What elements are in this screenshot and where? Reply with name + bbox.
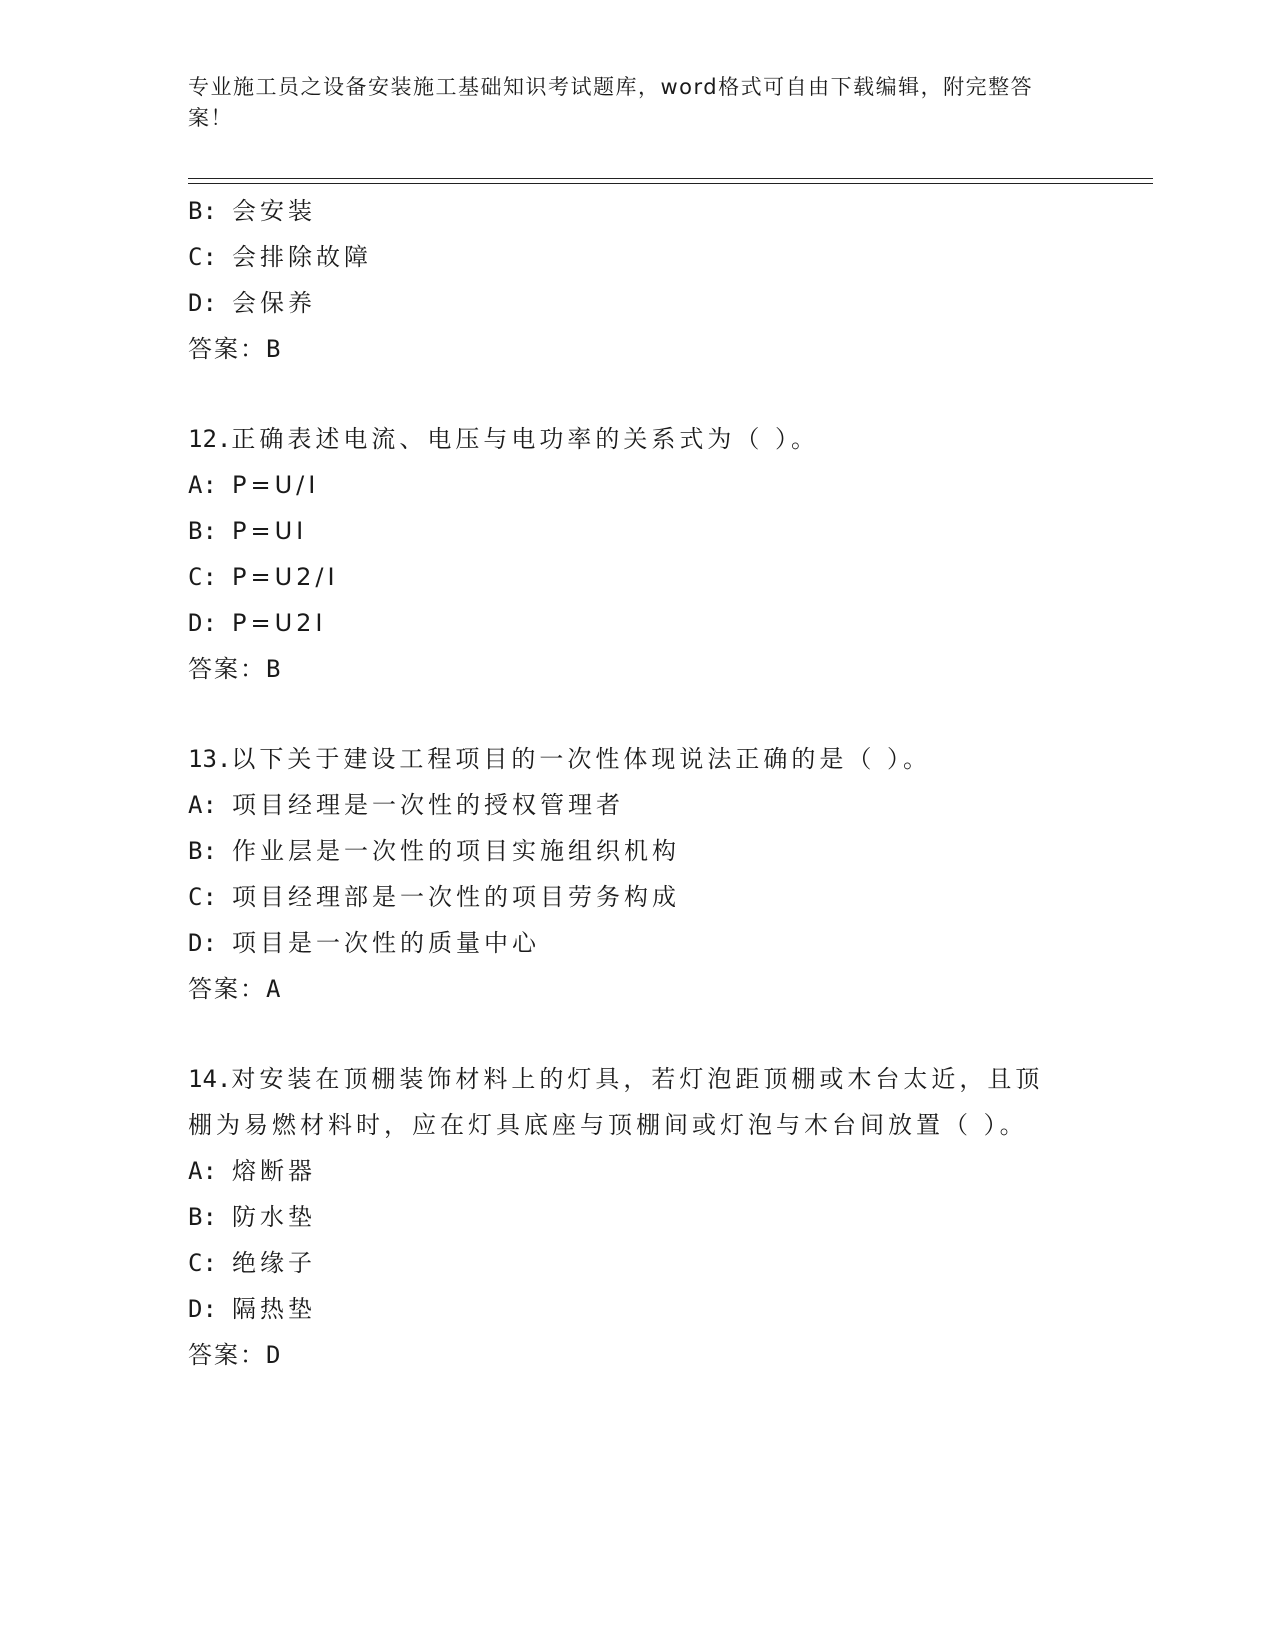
option-line: A: P=U/I: [188, 471, 320, 499]
option-line: B: 作业层是一次性的项目实施组织机构: [188, 837, 680, 865]
option-line: A: 熔断器: [188, 1157, 316, 1185]
option-line: A: 项目经理是一次性的授权管理者: [188, 791, 624, 819]
answer-line: 答案：B: [188, 335, 281, 363]
option-line: C: 项目经理部是一次性的项目劳务构成: [188, 883, 680, 911]
answer-line: 答案：D: [188, 1341, 281, 1369]
option-line: D: 会保养: [188, 289, 316, 317]
question-stem: 13.以下关于建设工程项目的一次性体现说法正确的是（ ）。: [188, 745, 931, 773]
option-line: B: P=UI: [188, 517, 308, 545]
question-stem: 12.正确表述电流、电压与电功率的关系式为（ ）。: [188, 425, 819, 453]
option-line: B: 防水垫: [188, 1203, 316, 1231]
question-12: [188, 416, 1088, 692]
option-line: D: 隔热垫: [188, 1295, 316, 1323]
option-line: C: 绝缘子: [188, 1249, 316, 1277]
option-line: C: P=U2/I: [188, 563, 339, 591]
answer-line: 答案：B: [188, 655, 281, 683]
continued-question: [188, 188, 1088, 372]
option-line: C: 会排除故障: [188, 243, 372, 271]
header-divider-bottom: [188, 183, 1153, 184]
question-13: [188, 736, 1088, 1012]
document-header: 专业施工员之设备安装施工基础知识考试题库，word格式可自由下载编辑，附完整答案！: [188, 75, 1034, 130]
question-list: [188, 188, 1088, 1378]
header-divider-top: [188, 178, 1153, 179]
answer-line: 答案：A: [188, 975, 281, 1003]
question-14: [188, 1056, 1088, 1378]
question-stem: 14.对安装在顶棚装饰材料上的灯具，若灯泡距顶棚或木台太近，且顶棚为易燃材料时，应在灯具底座与顶棚间或灯泡与木台间放置（ ）。: [188, 1065, 1044, 1139]
option-line: B: 会安装: [188, 197, 316, 225]
option-line: D: P=U2I: [188, 609, 327, 637]
option-line: D: 项目是一次性的质量中心: [188, 929, 540, 957]
